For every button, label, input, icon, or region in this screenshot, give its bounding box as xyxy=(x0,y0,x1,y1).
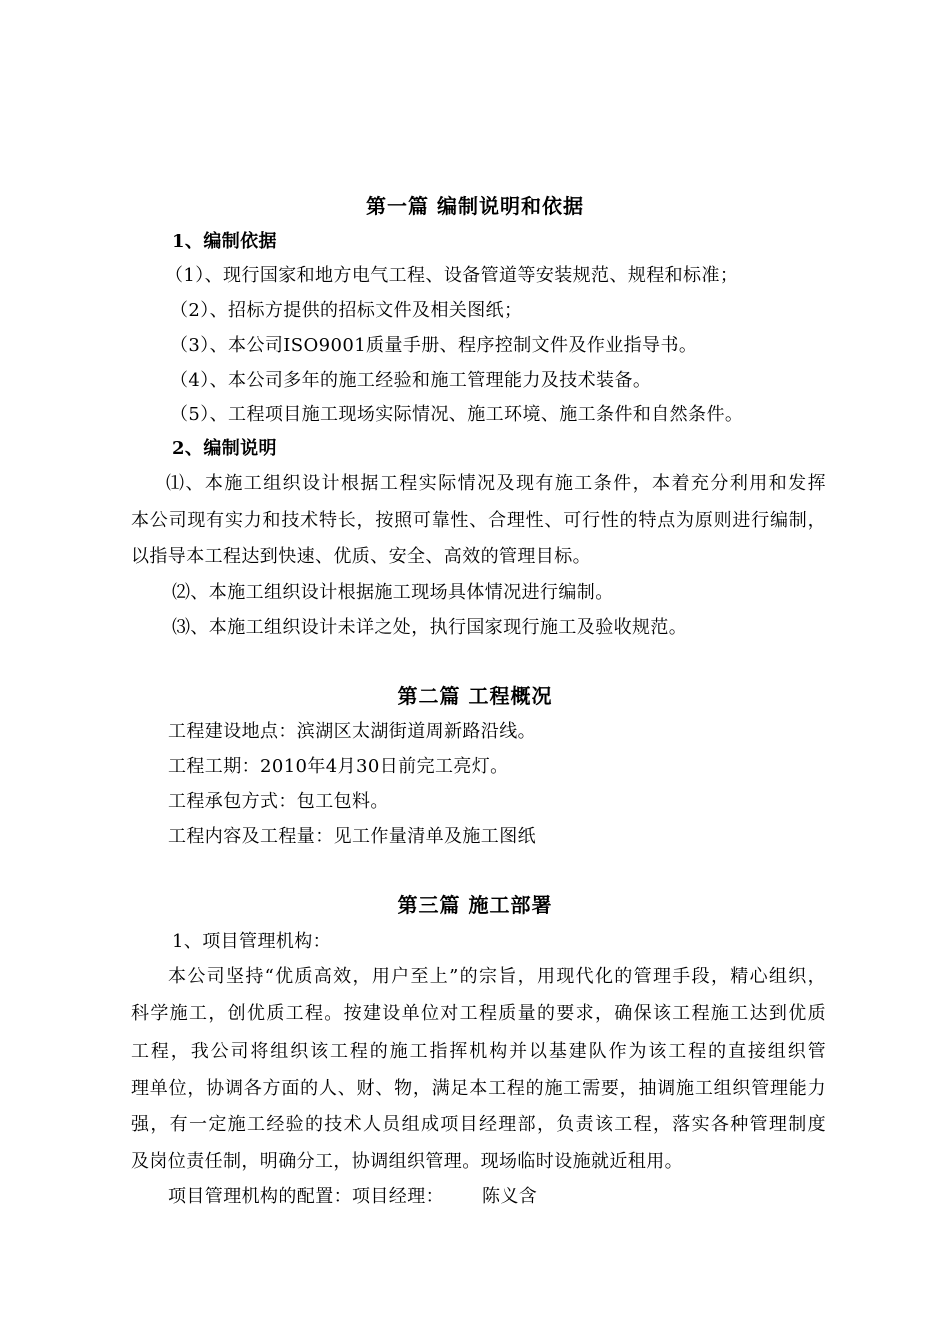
basis-item-1: （1）、现行国家和地方电气工程、设备管道等安装规范、规程和标准； xyxy=(165,265,739,286)
heading-basis: 1、编制依据 xyxy=(172,231,277,252)
org-para-line-2: 科学施工，创优质工程。按建设单位对工程质量的要求，确保该工程施工达到优质 xyxy=(131,1003,826,1024)
project-manager-name: 陈义含 xyxy=(482,1186,538,1207)
note-3: ⑶、本施工组织设计未详之处，执行国家现行施工及验收规范。 xyxy=(172,617,688,638)
org-para-line-5: 强，有一定施工经验的技术人员组成项目经理部，负责该工程，落实各种管理制度 xyxy=(131,1114,826,1135)
overview-schedule: 工程工期：2010年4月30日前完工亮灯。 xyxy=(168,756,509,777)
basis-item-3: （3）、本公司ISO9001质量手册、程序控制文件及作业指导书。 xyxy=(170,335,698,356)
section-1-title: 第一篇 编制说明和依据 xyxy=(366,194,584,218)
overview-contract: 工程承包方式：包工包料。 xyxy=(168,791,389,812)
basis-item-5: （5）、工程项目施工现场实际情况、施工环境、施工条件和自然条件。 xyxy=(170,404,744,425)
section-3-title: 第三篇 施工部署 xyxy=(397,893,553,917)
note-2: ⑵、本施工组织设计根据施工现场具体情况进行编制。 xyxy=(172,582,614,603)
org-para-line-3: 工程，我公司将组织该工程的施工指挥机构并以基建队作为该工程的直接组织管 xyxy=(131,1041,826,1062)
basis-item-2: （2）、招标方提供的招标文件及相关图纸； xyxy=(170,300,523,321)
note-1-line-3: 以指导本工程达到快速、优质、安全、高效的管理目标。 xyxy=(131,546,591,567)
section-2-title: 第二篇 工程概况 xyxy=(397,684,553,708)
basis-item-4: （4）、本公司多年的施工经验和施工管理能力及技术装备。 xyxy=(170,370,652,391)
note-1-line-2: 本公司现有实力和技术特长，按照可靠性、合理性、可行性的特点为原则进行编制， xyxy=(131,510,826,531)
heading-org: 1、项目管理机构： xyxy=(172,931,332,952)
org-para-line-6: 及岗位责任制，明确分工，协调组织管理。现场临时设施就近租用。 xyxy=(131,1151,683,1172)
overview-location: 工程建设地点：滨湖区太湖街道周新路沿线。 xyxy=(168,721,536,742)
org-para-line-4: 理单位，协调各方面的人、财、物，满足本工程的施工需要，抽调施工组织管理能力 xyxy=(131,1078,826,1099)
overview-scope: 工程内容及工程量：见工作量清单及施工图纸 xyxy=(168,826,536,847)
note-1-line-1: ⑴、本施工组织设计根据工程实际情况及现有施工条件，本着充分利用和发挥 xyxy=(166,473,826,494)
heading-notes: 2、编制说明 xyxy=(172,438,277,459)
org-para-line-1: 本公司坚持“优质高效，用户至上”的宗旨，用现代化的管理手段，精心组织， xyxy=(168,966,826,987)
config-label: 项目管理机构的配置：项目经理： xyxy=(168,1186,444,1207)
